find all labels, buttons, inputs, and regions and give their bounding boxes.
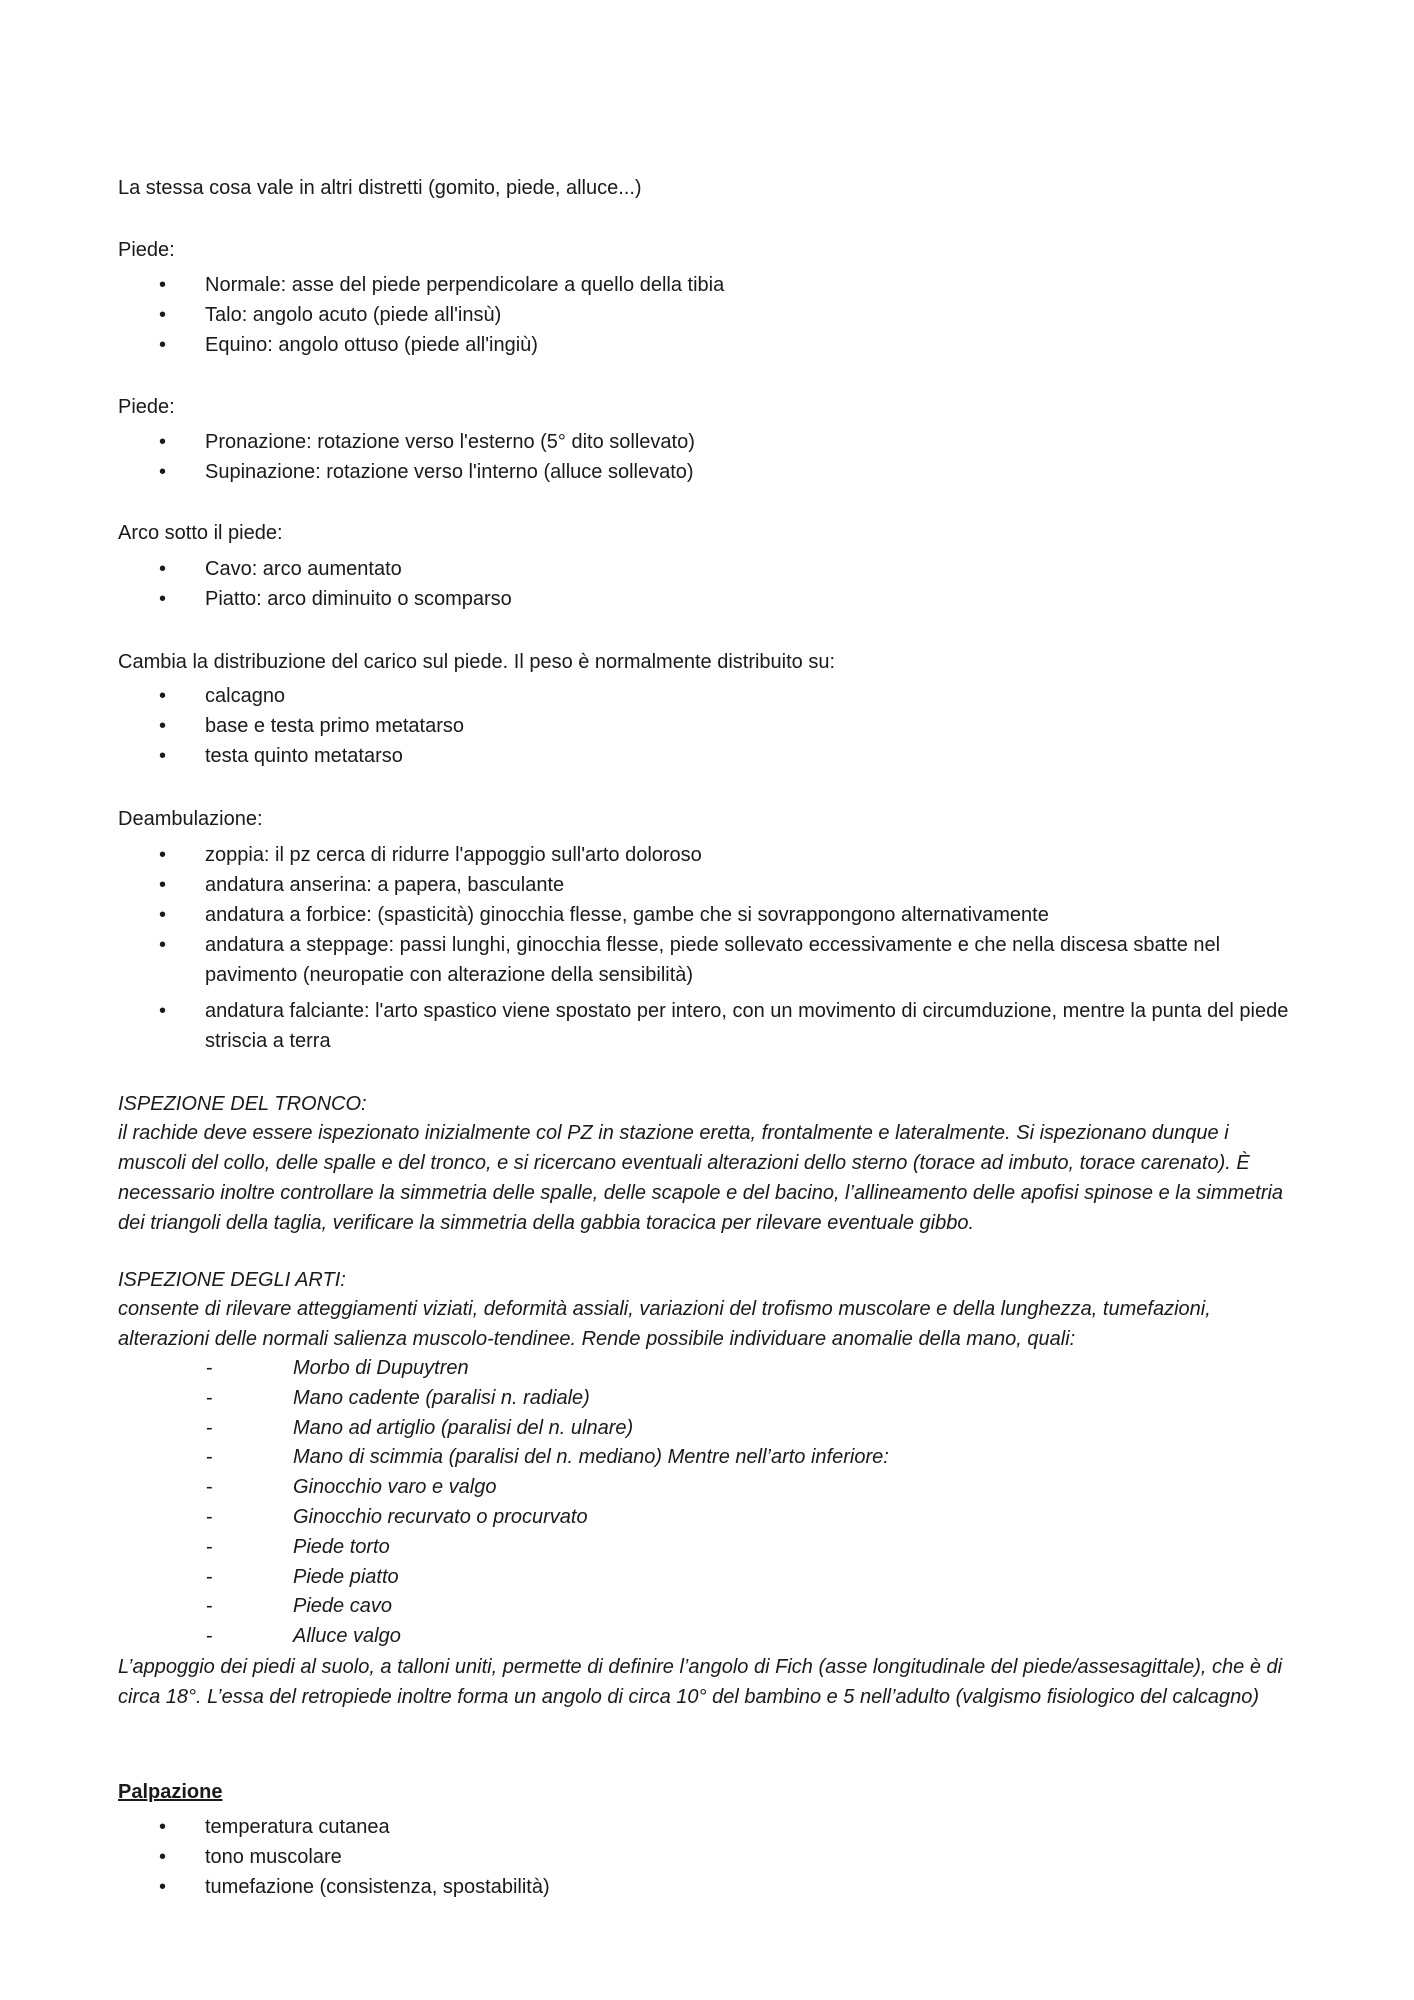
dash: -: [206, 1565, 213, 1588]
carico-list: [118, 681, 1298, 771]
list-item: • Cavo: arco aumentato: [118, 554, 1298, 584]
list-item: • andatura anserina: a papera, basculante: [118, 870, 1298, 900]
carico-heading: Cambia la distribuzione del carico sul piede. Il peso è normalmente distribuito su:: [118, 651, 836, 673]
arti-heading: ISPEZIONE DEGLI ARTI:: [118, 1269, 346, 1291]
bullet: •: [159, 715, 167, 737]
list-item: • calcagno: [118, 681, 1298, 711]
deambulazione-heading: Deambulazione:: [118, 808, 263, 830]
bullet: •: [159, 745, 167, 767]
bullet: •: [159, 1000, 167, 1022]
bullet: •: [159, 274, 167, 296]
arti-closing-text: L’appoggio dei piedi al suolo, a talloni uniti, permette di definire l’angolo di Fich (asse longitudinale del piede/assesagittale), che è di circa 18°. L’essa del retropiede inoltre forma un angolo di circa 10° del bambino e 5 nell’adulto (valgismo fisiologico del calcagno): [118, 1656, 1283, 1708]
piede-list-2: [118, 427, 1298, 487]
bullet: •: [159, 431, 167, 453]
list-item: • tono muscolare: [118, 1842, 1298, 1872]
list-item: • andatura a steppage: passi lunghi, ginocchia flesse, piede sollevato eccessivamente e che nella discesa sbatte nel pavimento (neuropatie con alterazione della sensibilità): [118, 930, 1298, 990]
palpazione-heading: Palpazione: [118, 1781, 223, 1803]
list-item: • base e testa primo metatarso: [118, 711, 1298, 741]
list-item: - Morbo di Dupuytren: [118, 1354, 1298, 1384]
palpazione-list: [118, 1812, 1298, 1902]
list-item: - Mano di scimmia (paralisi del n. mediano) Mentre nell’arto inferiore:: [118, 1443, 1298, 1473]
list-item: - Mano ad artiglio (paralisi del n. ulnare): [118, 1414, 1298, 1444]
piede-list-1: [118, 270, 1298, 360]
intro-text: La stessa cosa vale in altri distretti (gomito, piede, alluce...): [118, 177, 642, 199]
arti-text: consente di rilevare atteggiamenti viziati, deformità assiali, variazioni del trofismo muscolare e della lunghezza, tumefazioni, alterazioni delle normali salienza muscolo-tendinee. Rende possibile individuare anomalie della mano, quali:: [118, 1298, 1211, 1350]
list-item: • tumefazione (consistenza, spostabilità): [118, 1872, 1298, 1902]
dash: -: [206, 1505, 213, 1528]
tronco-text: il rachide deve essere ispezionato inizialmente col PZ in stazione eretta, frontalmente e lateralmente. Si ispezionano dunque i muscoli del collo, delle spalle e del tronco, e si ricercano eventuali alterazioni dello sterno (torace ad imbuto, torace carenato). È necessario inoltre controllare la simmetria delle spalle, delle scapole e del bacino, l’allineamento delle apofisi spinose e la simmetria dei triangoli della taglia, verificare la simmetria della gabbia toracica per rilevare eventuale gibbo.: [118, 1122, 1284, 1234]
bullet: •: [159, 334, 167, 356]
bullet: •: [159, 685, 167, 707]
dash: -: [206, 1357, 213, 1379]
dash: -: [206, 1386, 213, 1409]
list-item: - Piede torto: [118, 1533, 1298, 1563]
list-item: - Alluce valgo: [118, 1622, 1298, 1652]
bullet: •: [159, 588, 167, 610]
arco-heading: Arco sotto il piede:: [118, 522, 283, 544]
list-item: • Talo: angolo acuto (piede all'insù): [118, 300, 1298, 330]
list-item: • Pronazione: rotazione verso l'esterno (5° dito sollevato): [118, 427, 1298, 457]
bullet: •: [159, 461, 167, 483]
list-item: - Ginocchio recurvato o procurvato: [118, 1503, 1298, 1533]
bullet: •: [159, 844, 167, 866]
list-item: • Equino: angolo ottuso (piede all'ingiù): [118, 330, 1298, 360]
deambulazione-list: [118, 840, 1298, 1056]
dash: -: [206, 1416, 213, 1439]
list-item: - Ginocchio varo e valgo: [118, 1473, 1298, 1503]
piede-heading-1: Piede:: [118, 239, 175, 261]
list-item: - Mano cadente (paralisi n. radiale): [118, 1384, 1298, 1414]
dash: -: [206, 1595, 213, 1618]
list-item: • Supinazione: rotazione verso l'interno (alluce sollevato): [118, 457, 1298, 487]
list-item: • Piatto: arco diminuito o scomparso: [118, 584, 1298, 614]
bullet: •: [159, 304, 167, 326]
arti-list: [118, 1354, 1298, 1652]
list-item: • andatura falciante: l'arto spastico viene spostato per intero, con un movimento di circumduzione, mentre la punta del piede striscia a terra: [118, 996, 1298, 1056]
dash: -: [206, 1476, 213, 1499]
list-item: - Piede cavo: [118, 1592, 1298, 1622]
dash: -: [206, 1446, 213, 1469]
dash: -: [206, 1535, 213, 1558]
bullet: •: [159, 1816, 167, 1838]
list-item: • zoppia: il pz cerca di ridurre l'appoggio sull'arto doloroso: [118, 840, 1298, 870]
tronco-heading: ISPEZIONE DEL TRONCO:: [118, 1093, 367, 1115]
bullet: •: [159, 1846, 167, 1868]
arco-list: [118, 554, 1298, 614]
list-item: • testa quinto metatarso: [118, 741, 1298, 771]
list-item: • Normale: asse del piede perpendicolare a quello della tibia: [118, 270, 1298, 300]
bullet: •: [159, 934, 167, 956]
bullet: •: [159, 1876, 167, 1898]
dash: -: [206, 1625, 213, 1648]
bullet: •: [159, 904, 167, 926]
list-item: - Piede piatto: [118, 1563, 1298, 1593]
list-item: • andatura a forbice: (spasticità) ginocchia flesse, gambe che si sovrappongono alternativamente: [118, 900, 1298, 930]
bullet: •: [159, 874, 167, 896]
list-item: • temperatura cutanea: [118, 1812, 1298, 1842]
bullet: •: [159, 558, 167, 580]
piede-heading-2: Piede:: [118, 396, 175, 418]
